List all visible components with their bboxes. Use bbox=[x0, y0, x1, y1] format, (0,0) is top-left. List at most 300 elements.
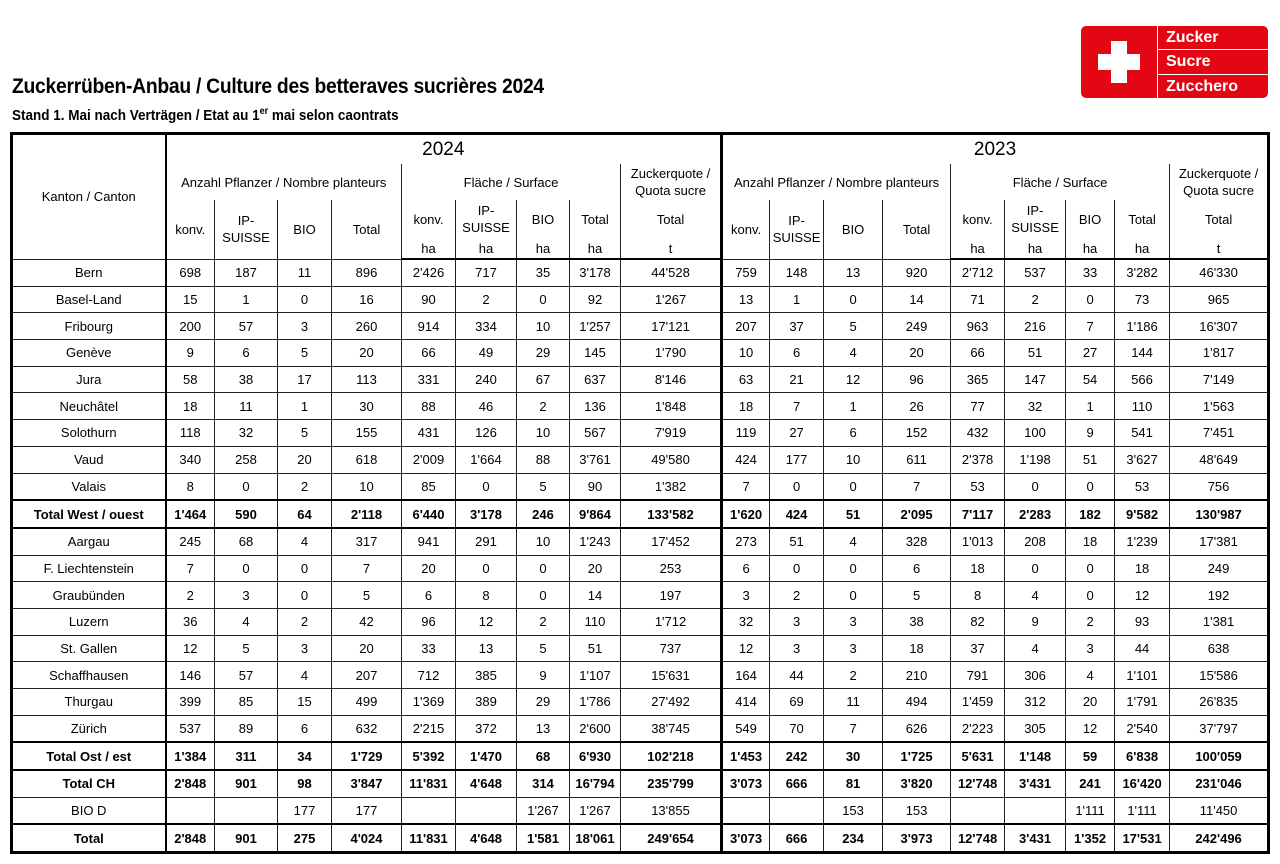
table-cell: 21 bbox=[770, 366, 824, 393]
table-cell: 424 bbox=[770, 500, 824, 528]
table-cell: 1'257 bbox=[570, 313, 621, 340]
table-cell: 17'531 bbox=[1115, 824, 1170, 852]
table-cell: 638 bbox=[1170, 635, 1269, 662]
table-cell: 2 bbox=[278, 608, 332, 635]
table-cell: 13 bbox=[722, 286, 770, 313]
table-cell: 5'392 bbox=[402, 742, 456, 770]
canton-name: Neuchâtel bbox=[12, 393, 166, 420]
table-cell: 13 bbox=[824, 259, 883, 286]
table-cell: 53 bbox=[1115, 473, 1170, 500]
table-cell: 85 bbox=[402, 473, 456, 500]
table-cell: 15'586 bbox=[1170, 662, 1269, 689]
table-cell: 372 bbox=[456, 715, 517, 742]
table-cell: 17'121 bbox=[621, 313, 722, 340]
table-cell: 1'581 bbox=[517, 824, 570, 852]
table-cell: 37 bbox=[951, 635, 1005, 662]
table-cell: 3'847 bbox=[332, 770, 402, 797]
table-cell: 46 bbox=[456, 393, 517, 420]
table-cell: 26 bbox=[883, 393, 951, 420]
table-cell bbox=[215, 797, 278, 824]
table-cell: 2 bbox=[1005, 286, 1066, 313]
table-cell: 334 bbox=[456, 313, 517, 340]
canton-name: Bern bbox=[12, 259, 166, 286]
table-cell: 2'848 bbox=[166, 770, 215, 797]
table-cell: 118 bbox=[166, 420, 215, 447]
table-cell: 965 bbox=[1170, 286, 1269, 313]
unit-t: t bbox=[1170, 238, 1269, 259]
table-cell: 113 bbox=[332, 366, 402, 393]
table-cell: 59 bbox=[1066, 742, 1115, 770]
table-cell: 1'239 bbox=[1115, 528, 1170, 555]
table-cell: 0 bbox=[824, 555, 883, 582]
table-cell: 11 bbox=[215, 393, 278, 420]
page-title: Zuckerrüben-Anbau / Culture des betteraves sucrières 2024 bbox=[12, 75, 544, 98]
table-cell: 20 bbox=[883, 340, 951, 367]
table-cell: 2'848 bbox=[166, 824, 215, 852]
table-cell: 1'817 bbox=[1170, 340, 1269, 367]
table-cell: 71 bbox=[951, 286, 1005, 313]
table-cell: 119 bbox=[722, 420, 770, 447]
table-cell: 210 bbox=[883, 662, 951, 689]
table-cell: 69 bbox=[770, 689, 824, 716]
table-cell: 537 bbox=[1005, 259, 1066, 286]
table-cell: 12 bbox=[166, 635, 215, 662]
table-cell: 901 bbox=[215, 770, 278, 797]
col-total: Total bbox=[332, 200, 402, 259]
table-cell: 0 bbox=[1005, 555, 1066, 582]
table-row bbox=[12, 473, 1269, 500]
table-cell: 42 bbox=[332, 608, 402, 635]
col-ip-suisse-ha-2023: IP- SUISSE bbox=[1005, 200, 1066, 238]
table-cell: 273 bbox=[722, 528, 770, 555]
table-cell: 7'919 bbox=[621, 420, 722, 447]
table-cell: 49 bbox=[456, 340, 517, 367]
table-cell: 6 bbox=[402, 582, 456, 609]
table-cell: 3 bbox=[824, 635, 883, 662]
table-cell: 51 bbox=[824, 500, 883, 528]
table-cell: 2 bbox=[456, 286, 517, 313]
col-ip-suisse: IP- SUISSE bbox=[215, 200, 278, 259]
table-cell: 1'848 bbox=[621, 393, 722, 420]
table-cell: 712 bbox=[402, 662, 456, 689]
table-cell: 192 bbox=[1170, 582, 1269, 609]
canton-name: Schaffhausen bbox=[12, 662, 166, 689]
unit-ha: ha bbox=[1115, 238, 1170, 259]
table-cell: 18 bbox=[1115, 555, 1170, 582]
col-konv-ha-2023: konv. bbox=[951, 200, 1005, 238]
table-cell: 0 bbox=[278, 582, 332, 609]
table-cell: 1'101 bbox=[1115, 662, 1170, 689]
table-cell: 9 bbox=[517, 662, 570, 689]
col-total-ha: Total bbox=[570, 200, 621, 238]
table-cell: 1 bbox=[215, 286, 278, 313]
table-cell: 37'797 bbox=[1170, 715, 1269, 742]
canton-name: Genève bbox=[12, 340, 166, 367]
table-cell: 1'790 bbox=[621, 340, 722, 367]
table-cell: 96 bbox=[883, 366, 951, 393]
table-cell: 3 bbox=[770, 608, 824, 635]
table-cell: 66 bbox=[951, 340, 1005, 367]
unit-ha: ha bbox=[951, 238, 1005, 259]
table-cell: 92 bbox=[570, 286, 621, 313]
table-cell: 340 bbox=[166, 446, 215, 473]
table-cell: 10 bbox=[332, 473, 402, 500]
table-cell: 144 bbox=[1115, 340, 1170, 367]
canton-name: Aargau bbox=[12, 528, 166, 555]
table-cell: 136 bbox=[570, 393, 621, 420]
canton-name: F. Liechtenstein bbox=[12, 555, 166, 582]
table-cell: 11 bbox=[278, 259, 332, 286]
table-cell: 13'855 bbox=[621, 797, 722, 824]
table-cell: 164 bbox=[722, 662, 770, 689]
table-cell: 51 bbox=[1066, 446, 1115, 473]
table-cell: 717 bbox=[456, 259, 517, 286]
table-cell: 7 bbox=[1066, 313, 1115, 340]
table-cell: 13 bbox=[456, 635, 517, 662]
table-cell: 85 bbox=[215, 689, 278, 716]
table-cell: 2'600 bbox=[570, 715, 621, 742]
col-quota-total: Total bbox=[621, 200, 722, 238]
table-cell: 6 bbox=[824, 420, 883, 447]
table-cell: 146 bbox=[166, 662, 215, 689]
canton-name: Total Ost / est bbox=[12, 742, 166, 770]
table-cell: 1 bbox=[770, 286, 824, 313]
table-cell: 3 bbox=[278, 635, 332, 662]
table-cell: 0 bbox=[1066, 555, 1115, 582]
table-cell: 0 bbox=[215, 555, 278, 582]
canton-name: Zürich bbox=[12, 715, 166, 742]
table-cell: 100'059 bbox=[1170, 742, 1269, 770]
subtitle-text-end: mai selon caontrats bbox=[268, 107, 399, 124]
table-cell: 6'440 bbox=[402, 500, 456, 528]
table-cell: 0 bbox=[824, 582, 883, 609]
table-cell: 10 bbox=[722, 340, 770, 367]
table-cell: 1'381 bbox=[1170, 608, 1269, 635]
table-row bbox=[12, 500, 1269, 528]
col-bio-ha: BIO bbox=[517, 200, 570, 238]
table-row bbox=[12, 313, 1269, 340]
table-cell: 11 bbox=[824, 689, 883, 716]
table-cell: 5'631 bbox=[951, 742, 1005, 770]
table-cell: 16'420 bbox=[1115, 770, 1170, 797]
table-cell: 33 bbox=[1066, 259, 1115, 286]
col-total-ha-2023: Total bbox=[1115, 200, 1170, 238]
table-cell: 901 bbox=[215, 824, 278, 852]
table-cell: 12 bbox=[824, 366, 883, 393]
table-cell: 3 bbox=[770, 635, 824, 662]
unit-ha: ha bbox=[1066, 238, 1115, 259]
table-cell: 152 bbox=[883, 420, 951, 447]
table-cell: 155 bbox=[332, 420, 402, 447]
table-row bbox=[12, 286, 1269, 313]
table-cell bbox=[770, 797, 824, 824]
table-cell: 590 bbox=[215, 500, 278, 528]
table-cell: 1'111 bbox=[1066, 797, 1115, 824]
table-cell: 1'107 bbox=[570, 662, 621, 689]
table-cell: 1'352 bbox=[1066, 824, 1115, 852]
table-cell: 914 bbox=[402, 313, 456, 340]
table-cell: 1 bbox=[278, 393, 332, 420]
table-cell: 12'748 bbox=[951, 824, 1005, 852]
canton-name: Valais bbox=[12, 473, 166, 500]
table-cell: 32 bbox=[215, 420, 278, 447]
table-cell: 15 bbox=[166, 286, 215, 313]
table-cell: 16'307 bbox=[1170, 313, 1269, 340]
table-cell: 306 bbox=[1005, 662, 1066, 689]
table-cell: 20 bbox=[332, 340, 402, 367]
logo-word-zucker: Zucker bbox=[1158, 26, 1268, 50]
table-cell: 249 bbox=[883, 313, 951, 340]
table-cell: 494 bbox=[883, 689, 951, 716]
table-cell: 2 bbox=[517, 608, 570, 635]
table-cell: 305 bbox=[1005, 715, 1066, 742]
table-cell: 737 bbox=[621, 635, 722, 662]
table-cell: 414 bbox=[722, 689, 770, 716]
table-cell: 3'073 bbox=[722, 824, 770, 852]
table-cell: 896 bbox=[332, 259, 402, 286]
table-cell: 632 bbox=[332, 715, 402, 742]
table-cell: 0 bbox=[1066, 473, 1115, 500]
table-cell: 0 bbox=[824, 286, 883, 313]
table-cell: 37 bbox=[770, 313, 824, 340]
table-cell: 312 bbox=[1005, 689, 1066, 716]
table-cell: 666 bbox=[770, 824, 824, 852]
table-cell: 8 bbox=[166, 473, 215, 500]
table-cell: 63 bbox=[722, 366, 770, 393]
table-cell: 0 bbox=[278, 555, 332, 582]
canton-header: Kanton / Canton bbox=[12, 134, 166, 260]
table-cell: 5 bbox=[883, 582, 951, 609]
table-row bbox=[12, 662, 1269, 689]
table-cell: 207 bbox=[332, 662, 402, 689]
table-cell: 29 bbox=[517, 340, 570, 367]
table-cell: 126 bbox=[456, 420, 517, 447]
table-cell: 11'450 bbox=[1170, 797, 1269, 824]
table-cell: 242 bbox=[770, 742, 824, 770]
table-cell: 0 bbox=[1066, 582, 1115, 609]
logo-word-zucchero: Zucchero bbox=[1166, 77, 1239, 95]
table-cell: 12 bbox=[722, 635, 770, 662]
table-cell: 4'024 bbox=[332, 824, 402, 852]
table-cell: 14 bbox=[883, 286, 951, 313]
table-row bbox=[12, 259, 1269, 286]
subtitle-superscript: er bbox=[259, 106, 269, 117]
table-cell: 7 bbox=[166, 555, 215, 582]
table-cell: 2'540 bbox=[1115, 715, 1170, 742]
table-cell: 3 bbox=[722, 582, 770, 609]
table-cell: 51 bbox=[1005, 340, 1066, 367]
table-cell: 7'117 bbox=[951, 500, 1005, 528]
table-cell: 216 bbox=[1005, 313, 1066, 340]
table-cell: 4 bbox=[824, 528, 883, 555]
table-cell: 12 bbox=[1066, 715, 1115, 742]
table-cell: 38 bbox=[215, 366, 278, 393]
table-cell: 6 bbox=[215, 340, 278, 367]
table-cell: 9 bbox=[166, 340, 215, 367]
table-cell: 16'794 bbox=[570, 770, 621, 797]
table-cell: 235'799 bbox=[621, 770, 722, 797]
table-cell: 8'146 bbox=[621, 366, 722, 393]
table-cell: 177 bbox=[770, 446, 824, 473]
table-cell: 3'178 bbox=[570, 259, 621, 286]
canton-name: St. Gallen bbox=[12, 635, 166, 662]
table-row bbox=[12, 555, 1269, 582]
table-cell: 4 bbox=[215, 608, 278, 635]
table-cell: 258 bbox=[215, 446, 278, 473]
table-cell: 16 bbox=[332, 286, 402, 313]
table-cell: 4 bbox=[278, 528, 332, 555]
table-cell: 499 bbox=[332, 689, 402, 716]
table-cell: 12'748 bbox=[951, 770, 1005, 797]
table-cell: 9'864 bbox=[570, 500, 621, 528]
table-cell: 100 bbox=[1005, 420, 1066, 447]
table-cell: 182 bbox=[1066, 500, 1115, 528]
table-cell: 38'745 bbox=[621, 715, 722, 742]
table-cell: 7 bbox=[332, 555, 402, 582]
table-row bbox=[12, 340, 1269, 367]
table-cell: 618 bbox=[332, 446, 402, 473]
table-cell: 311 bbox=[215, 742, 278, 770]
unit-ha: ha bbox=[570, 238, 621, 259]
page-subtitle bbox=[12, 106, 399, 124]
table-cell: 12 bbox=[456, 608, 517, 635]
table-cell: 18'061 bbox=[570, 824, 621, 852]
table-cell: 20 bbox=[278, 446, 332, 473]
table-cell: 57 bbox=[215, 313, 278, 340]
table-cell: 260 bbox=[332, 313, 402, 340]
canton-name: BIO D bbox=[12, 797, 166, 824]
table-cell: 148 bbox=[770, 259, 824, 286]
unit-ha: ha bbox=[517, 238, 570, 259]
canton-name: Vaud bbox=[12, 446, 166, 473]
col-konv-2023: konv. bbox=[722, 200, 770, 259]
table-cell: 1'186 bbox=[1115, 313, 1170, 340]
table-cell: 51 bbox=[570, 635, 621, 662]
table-cell: 70 bbox=[770, 715, 824, 742]
table-cell: 2'009 bbox=[402, 446, 456, 473]
table-cell: 1'013 bbox=[951, 528, 1005, 555]
table-cell: 389 bbox=[456, 689, 517, 716]
table-row bbox=[12, 582, 1269, 609]
table-cell: 18 bbox=[722, 393, 770, 420]
table-row bbox=[12, 420, 1269, 447]
sugar-beet-table bbox=[10, 132, 1270, 854]
table-cell: 15'631 bbox=[621, 662, 722, 689]
table-cell: 6 bbox=[278, 715, 332, 742]
table-cell: 7 bbox=[824, 715, 883, 742]
table-cell: 1'786 bbox=[570, 689, 621, 716]
table-cell: 1'267 bbox=[570, 797, 621, 824]
table-cell: 51 bbox=[770, 528, 824, 555]
table-cell: 1'369 bbox=[402, 689, 456, 716]
table-cell: 177 bbox=[278, 797, 332, 824]
table-cell: 0 bbox=[456, 473, 517, 500]
table-cell: 48'649 bbox=[1170, 446, 1269, 473]
col-ip-suisse-2023: IP- SUISSE bbox=[770, 200, 824, 259]
table-cell: 4 bbox=[824, 340, 883, 367]
table-cell: 249'654 bbox=[621, 824, 722, 852]
table-cell: 0 bbox=[215, 473, 278, 500]
table-cell: 90 bbox=[570, 473, 621, 500]
table-cell: 6'838 bbox=[1115, 742, 1170, 770]
table-cell bbox=[402, 797, 456, 824]
col-konv: konv. bbox=[166, 200, 215, 259]
table-cell: 29 bbox=[517, 689, 570, 716]
table-cell: 3'178 bbox=[456, 500, 517, 528]
col-bio: BIO bbox=[278, 200, 332, 259]
table-cell: 110 bbox=[1115, 393, 1170, 420]
canton-name: Basel-Land bbox=[12, 286, 166, 313]
table-cell: 68 bbox=[517, 742, 570, 770]
table-cell: 941 bbox=[402, 528, 456, 555]
col-konv-ha: konv. bbox=[402, 200, 456, 238]
table-cell: 26'835 bbox=[1170, 689, 1269, 716]
table-cell: 328 bbox=[883, 528, 951, 555]
table-cell: 57 bbox=[215, 662, 278, 689]
table-cell: 432 bbox=[951, 420, 1005, 447]
table-cell: 1'384 bbox=[166, 742, 215, 770]
table-cell: 0 bbox=[1066, 286, 1115, 313]
table-cell: 637 bbox=[570, 366, 621, 393]
table-cell: 1'791 bbox=[1115, 689, 1170, 716]
table-cell: 1'725 bbox=[883, 742, 951, 770]
table-cell: 385 bbox=[456, 662, 517, 689]
quota-header-2023: Zuckerquote / Quota sucre bbox=[1170, 164, 1269, 200]
table-cell: 2 bbox=[517, 393, 570, 420]
table-cell: 365 bbox=[951, 366, 1005, 393]
table-cell: 759 bbox=[722, 259, 770, 286]
table-cell: 4 bbox=[1066, 662, 1115, 689]
table-cell: 93 bbox=[1115, 608, 1170, 635]
table-cell: 153 bbox=[883, 797, 951, 824]
table-cell: 541 bbox=[1115, 420, 1170, 447]
table-cell: 89 bbox=[215, 715, 278, 742]
table-cell: 102'218 bbox=[621, 742, 722, 770]
canton-name: Luzern bbox=[12, 608, 166, 635]
table-cell: 33 bbox=[402, 635, 456, 662]
table-cell: 0 bbox=[456, 555, 517, 582]
table-cell: 17 bbox=[278, 366, 332, 393]
table-cell: 18 bbox=[951, 555, 1005, 582]
table-cell: 253 bbox=[621, 555, 722, 582]
table-cell: 46'330 bbox=[1170, 259, 1269, 286]
table-cell: 611 bbox=[883, 446, 951, 473]
table-cell: 2 bbox=[1066, 608, 1115, 635]
table-cell: 20 bbox=[402, 555, 456, 582]
table-cell: 9'582 bbox=[1115, 500, 1170, 528]
unit-ha: ha bbox=[402, 238, 456, 259]
table-cell: 1'729 bbox=[332, 742, 402, 770]
table-cell: 549 bbox=[722, 715, 770, 742]
table-cell: 2'095 bbox=[883, 500, 951, 528]
table-cell: 5 bbox=[517, 473, 570, 500]
table-cell: 27 bbox=[770, 420, 824, 447]
table-cell: 96 bbox=[402, 608, 456, 635]
table-cell: 130'987 bbox=[1170, 500, 1269, 528]
table-cell: 275 bbox=[278, 824, 332, 852]
table-cell: 133'582 bbox=[621, 500, 722, 528]
table-cell: 67 bbox=[517, 366, 570, 393]
table-cell: 3 bbox=[824, 608, 883, 635]
table-cell: 35 bbox=[517, 259, 570, 286]
table-cell: 208 bbox=[1005, 528, 1066, 555]
table-cell: 3 bbox=[278, 313, 332, 340]
table-cell: 8 bbox=[456, 582, 517, 609]
table-cell: 1'620 bbox=[722, 500, 770, 528]
table-cell: 88 bbox=[402, 393, 456, 420]
table-cell: 2'215 bbox=[402, 715, 456, 742]
col-quota-total-2023: Total bbox=[1170, 200, 1269, 238]
